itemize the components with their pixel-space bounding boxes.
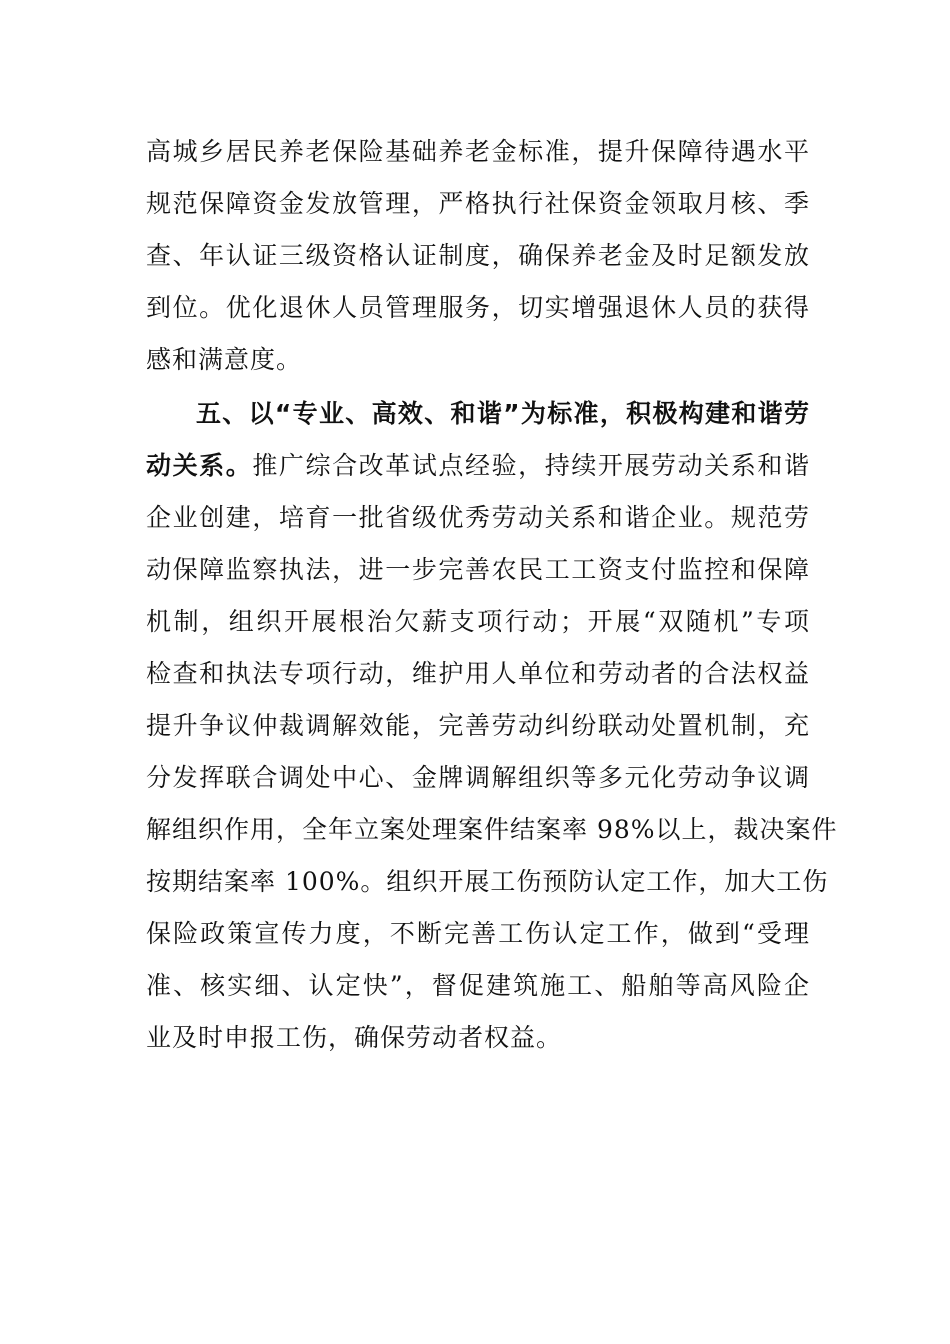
paragraph-line: 检查和执法专项行动，维护用人单位和劳动者的合法权益 [146, 659, 810, 688]
paragraph-line-rest: 推广综合改革试点经验，持续开展劳动关系和谐 [252, 451, 810, 480]
paragraph-line: 机制，组织开展根治欠薪支项行动；开展“双随机”专项 [146, 607, 810, 636]
paragraph-line: 提升争议仲裁调解效能，完善劳动纠纷联动处置机制，充 [146, 711, 810, 740]
paragraph-line: 企业创建，培育一批省级优秀劳动关系和谐企业。规范劳 [146, 503, 810, 532]
paragraph-line: 感和满意度。 [146, 345, 303, 374]
paragraph-line: 保险政策宣传力度，不断完善工伤认定工作，做到“受理 [146, 919, 810, 948]
paragraph-line [146, 440, 810, 492]
paragraph-line: 到位。优化退休人员管理服务，切实增强退休人员的获得 [146, 293, 810, 322]
paragraph-line: 查、年认证三级资格认证制度，确保养老金及时足额发放 [146, 241, 810, 270]
paragraph-line: 准、核实细、认定快”，督促建筑施工、船舶等高风险企 [146, 971, 810, 1000]
paragraph-line: 按期结案率 100%。组织开展工伤预防认定工作，加大工伤 [146, 867, 829, 896]
paragraph-line: 解组织作用，全年立案处理案件结案率 98%以上，裁决案件 [146, 815, 838, 844]
paragraph-line: 业及时申报工伤，确保劳动者权益。 [146, 1023, 563, 1052]
paragraph-line: 分发挥联合调处中心、金牌调解组织等多元化劳动争议调 [146, 763, 810, 792]
paragraph-line: 高城乡居民养老保险基础养老金标准，提升保障待遇水平 [146, 137, 810, 166]
paragraph-line: 动保障监察执法，进一步完善农民工工资支付监控和保障 [146, 555, 810, 584]
section-heading-end: 动关系。 [146, 451, 253, 480]
section-heading: 五、以“专业、高效、和谐”为标准，积极构建和谐劳 [196, 399, 810, 428]
paragraph-labor-relations [146, 388, 838, 1064]
paragraph-pension [146, 126, 810, 386]
paragraph-line: 规范保障资金发放管理，严格执行社保资金领取月核、季 [146, 189, 810, 218]
